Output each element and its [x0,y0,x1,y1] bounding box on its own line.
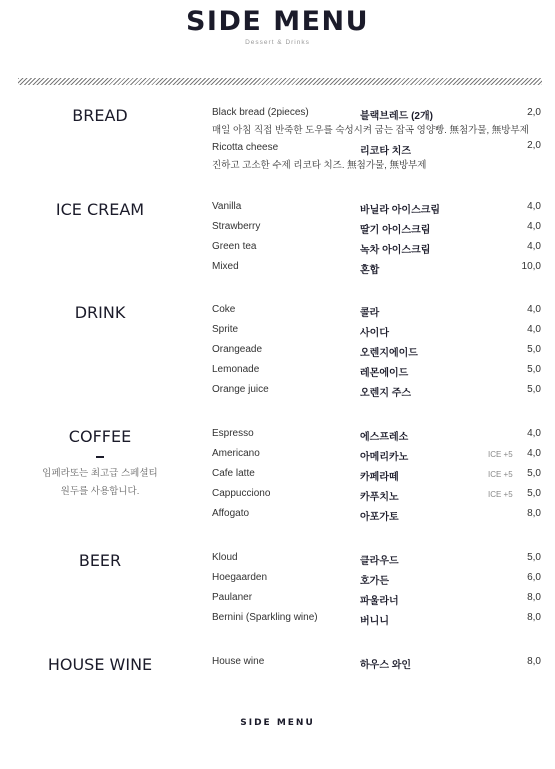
item-en: Cafe latte [212,468,255,479]
item-ko: 아메리카노 [360,452,409,463]
item-price: 4,0 [527,304,541,315]
item-price: 5,0 [527,344,541,355]
menu-subtitle: Dessert & Drinks [245,39,310,46]
item-price: 4,0 [527,428,541,439]
category-ice-cream: ICE CREAM [55,200,145,219]
item-ko: 오렌지 주스 [360,388,412,399]
item-ko: 버니니 [360,616,389,627]
coffee-note: 임페라또는 최고급 스페셜티 [42,468,158,479]
category-coffee: COFFEE [68,427,132,446]
item-price: 4,0 [527,448,541,459]
item-ko: 사이다 [360,328,389,339]
item-price: 4,0 [527,324,541,335]
item-en: Paulaner [212,592,253,603]
item-en: Bernini (Sparkling wine) [212,612,318,623]
item-en: Orangeade [212,344,263,355]
item-ko: 아포가토 [360,512,399,523]
item-en: Vanilla [212,201,242,212]
item-ko: 블랙브레드 (2개) [360,111,433,122]
coffee-note: 원두를 사용합니다. [60,486,140,497]
item-en: Black bread (2pieces) [212,107,309,118]
item-price: 5,0 [527,364,541,375]
item-price: 4,0 [527,241,541,252]
item-ko: 레몬에이드 [360,368,409,379]
category-beer: BEER [78,551,122,570]
item-en: Strawberry [212,221,261,232]
item-en: Lemonade [212,364,260,375]
ice-surcharge: ICE +5 [488,470,513,479]
item-ko: 혼합 [360,265,380,276]
item-en: Coke [212,304,236,315]
item-ko: 카푸치노 [360,492,399,503]
item-ko: 오렌지에이드 [360,348,418,359]
item-description: 매일 아침 직접 반죽한 도우를 숙성시켜 굽는 잡곡 영양빵. 無첨가물, 無방부제 [212,125,529,136]
item-price: 6,0 [527,572,541,583]
category-bread: BREAD [72,106,128,125]
item-ko: 딸기 아이스크림 [360,225,431,236]
item-price: 5,0 [527,552,541,563]
item-price: 10,0 [521,261,541,272]
item-price: 4,0 [527,221,541,232]
item-ko: 바닐라 아이스크림 [360,205,441,216]
item-ko: 콜라 [360,308,380,319]
ice-surcharge: ICE +5 [488,450,513,459]
item-en: Green tea [212,241,257,252]
menu-footer: SIDE MENU [240,718,315,728]
coffee-dash [96,456,104,458]
item-ko: 호가든 [360,576,389,587]
item-en: Cappucciono [212,488,271,499]
item-en: Ricotta cheese [212,142,279,153]
item-price: 2,0 [527,140,541,151]
item-ko: 리코타 치즈 [360,146,412,157]
item-price: 8,0 [527,592,541,603]
item-en: Espresso [212,428,254,439]
item-ko: 카페라떼 [360,472,399,483]
category-drink: DRINK [74,303,126,322]
item-en: Sprite [212,324,239,335]
item-en: Kloud [212,552,238,563]
item-ko: 클라우드 [360,556,399,567]
item-price: 5,0 [527,384,541,395]
item-en: Americano [212,448,260,459]
item-en: Hoegaarden [212,572,268,583]
item-description: 진하고 고소한 수제 리코타 치즈. 無첨가물, 無방부제 [212,160,427,171]
item-price: 8,0 [527,656,541,667]
hatched-divider [18,78,542,85]
item-en: Mixed [212,261,239,272]
item-ko: 하우스 와인 [360,660,412,671]
item-price: 4,0 [527,201,541,212]
ice-surcharge: ICE +5 [488,490,513,499]
item-price: 8,0 [527,612,541,623]
item-en: House wine [212,656,265,667]
item-ko: 녹차 아이스크림 [360,245,431,256]
item-price: 5,0 [527,468,541,479]
item-price: 2,0 [527,107,541,118]
item-ko: 파울라너 [360,596,399,607]
item-price: 8,0 [527,508,541,519]
menu-title: SIDE MENU [185,6,370,37]
item-en: Orange juice [212,384,269,395]
category-house-wine: HOUSE WINE [47,655,153,674]
item-en: Affogato [212,508,250,519]
item-price: 5,0 [527,488,541,499]
item-ko: 에스프레소 [360,432,409,443]
